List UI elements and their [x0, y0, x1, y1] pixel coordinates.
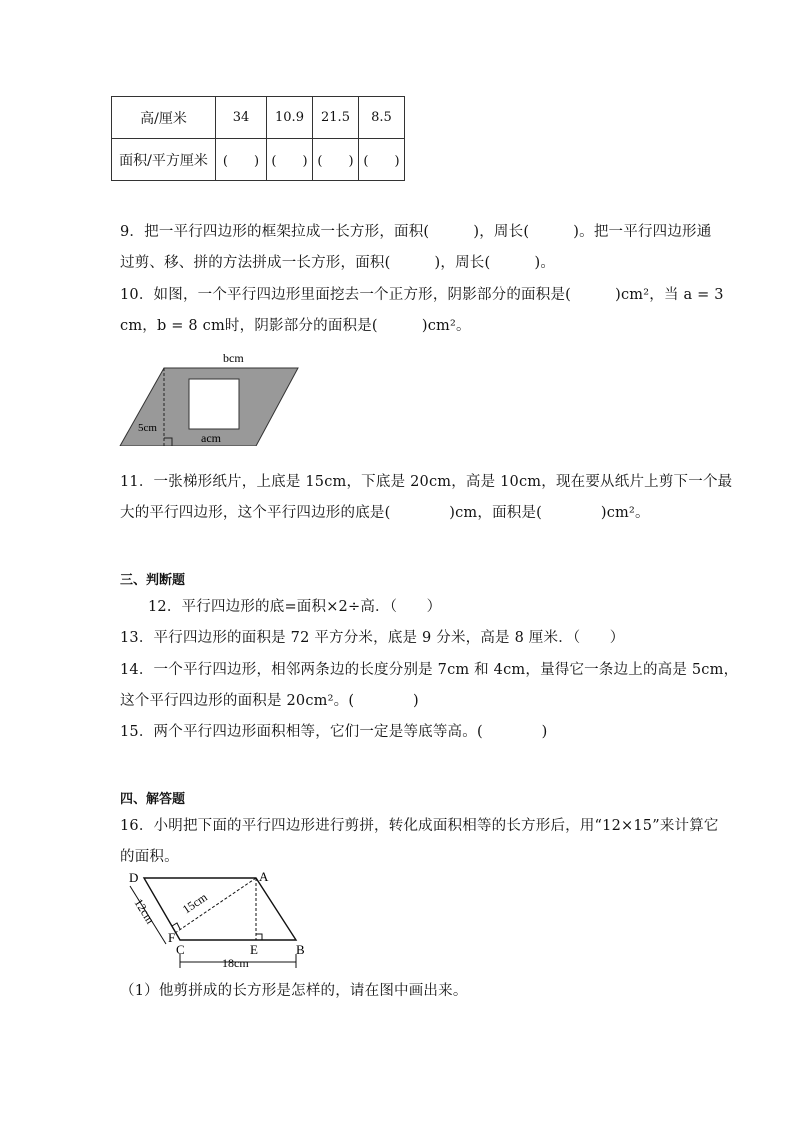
- question-15: 15．两个平行四边形面积相等，它们一定是等底等高。( ): [120, 724, 548, 740]
- question-9-line2: 过剪、移、拼的方法拼成一长方形，面积( )，周长( )。: [120, 255, 556, 271]
- table-row: [112, 139, 405, 181]
- label-f: F: [168, 930, 176, 945]
- label-bottom: acm: [201, 431, 221, 445]
- table-row: [112, 97, 405, 139]
- section-4-heading: 四、解答题: [120, 792, 186, 807]
- section-3-heading: 三、判断题: [120, 573, 186, 588]
- table-cell: 10.9: [267, 97, 313, 139]
- label-base-18cm: 18cm: [222, 956, 249, 970]
- right-angle-e: [256, 934, 262, 940]
- parallelogram-abcd-figure: [120, 866, 320, 971]
- answer-blank[interactable]: ( ): [359, 139, 405, 181]
- question-9-line1: 9．把一平行四边形的框架拉成一长方形，面积( )，周长( )。把一平行四边形通: [120, 224, 712, 240]
- question-12: 12．平行四边形的底=面积×2÷高．（ ）: [148, 599, 442, 615]
- height-area-table: [111, 96, 405, 181]
- label-b: B: [296, 942, 305, 957]
- label-side-12cm: 12cm: [131, 896, 158, 927]
- question-16-line1: 16．小明把下面的平行四边形进行剪拼，转化成面积相等的长方形后，用“12×15”来计算它: [120, 818, 719, 834]
- question-10-line1: 10．如图，一个平行四边形里面挖去一个正方形，阴影部分的面积是( )cm²，当 a = 3: [120, 287, 724, 303]
- table-cell: 8.5: [359, 97, 405, 139]
- square-hole: [189, 379, 239, 429]
- question-16-line2: 的面积。: [120, 849, 179, 865]
- answer-blank[interactable]: ( ): [216, 139, 267, 181]
- question-14-line2: 这个平行四边形的面积是 20cm²。( ): [120, 693, 419, 709]
- answer-blank[interactable]: ( ): [313, 139, 359, 181]
- parallelogram-shape: [144, 878, 296, 940]
- label-e: E: [250, 942, 258, 957]
- row-header: 面积/平方厘米: [112, 139, 216, 181]
- answer-blank[interactable]: ( ): [267, 139, 313, 181]
- label-c: C: [176, 942, 185, 957]
- question-14-line1: 14．一个平行四边形，相邻两条边的长度分别是 7cm 和 4cm，量得它一条边上的高是 5cm，: [120, 662, 739, 678]
- shaded-parallelogram-figure: [118, 346, 303, 446]
- label-left: 5cm: [138, 422, 157, 434]
- question-11-line1: 11．一张梯形纸片，上底是 15cm，下底是 20cm，高是 10cm，现在要从纸片上剪下一个最: [120, 474, 733, 490]
- label-d: D: [129, 870, 139, 885]
- table-cell: 34: [216, 97, 267, 139]
- row-header: 高/厘米: [112, 97, 216, 139]
- label-a: A: [259, 869, 269, 884]
- label-top: bcm: [223, 351, 244, 365]
- label-height-15cm: 15cm: [179, 889, 210, 917]
- question-11-line2: 大的平行四边形，这个平行四边形的底是( )cm，面积是( )cm²。: [120, 505, 650, 521]
- table-cell: 21.5: [313, 97, 359, 139]
- question-10-line2: cm，b = 8 cm时，阴影部分的面积是( )cm²。: [120, 318, 471, 334]
- question-16-part-1: （1）他剪拼成的长方形是怎样的，请在图中画出来。: [120, 983, 468, 999]
- question-13: 13．平行四边形的面积是 72 平方分米，底是 9 分米，高是 8 厘米．（ ）: [120, 630, 625, 646]
